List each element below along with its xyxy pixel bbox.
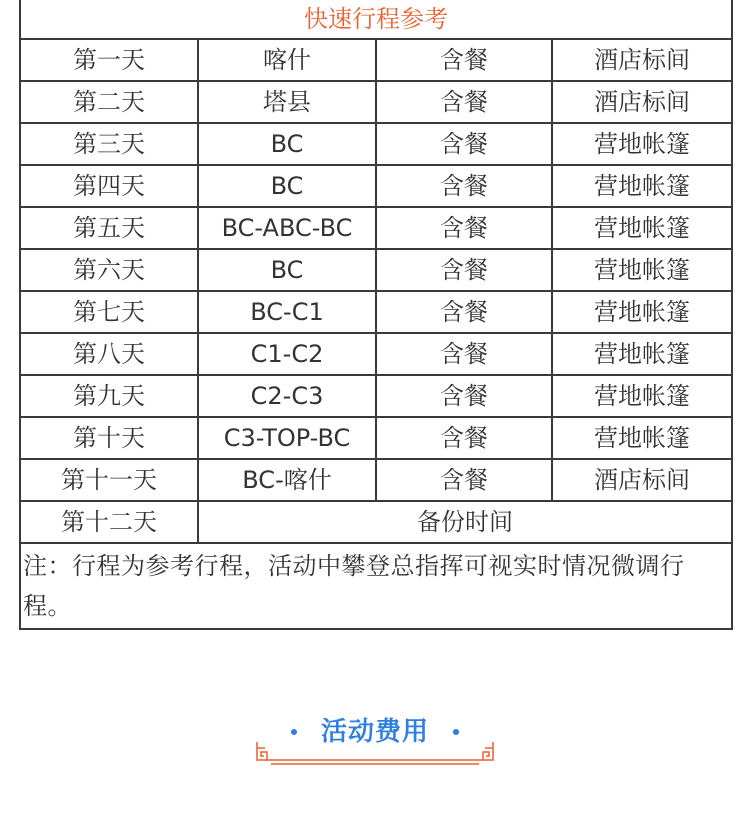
table-row — [20, 39, 732, 81]
table-row — [20, 123, 732, 165]
table-row-backup — [20, 501, 732, 543]
day-cell: 第六天 — [20, 249, 198, 291]
day-cell: 第四天 — [20, 165, 198, 207]
day-cell: 第八天 — [20, 333, 198, 375]
meal-cell: 含餐 — [376, 207, 552, 249]
place-cell: C3-TOP-BC — [198, 417, 376, 459]
lodging-cell: 营地帐篷 — [552, 291, 732, 333]
place-cell: BC-ABC-BC — [198, 207, 376, 249]
meal-cell: 含餐 — [376, 81, 552, 123]
table-row — [20, 81, 732, 123]
day-cell: 第十天 — [20, 417, 198, 459]
meal-cell: 含餐 — [376, 123, 552, 165]
day-cell: 第十一天 — [20, 459, 198, 501]
section-title: 活动费用 — [320, 717, 429, 747]
place-cell: BC-C1 — [198, 291, 376, 333]
footnote: 注：行程为参考行程，活动中攀登总指挥可视实时情况微调行程。 — [20, 543, 732, 629]
place-cell: BC — [198, 123, 376, 165]
place-cell: BC — [198, 249, 376, 291]
lodging-cell: 营地帐篷 — [552, 333, 732, 375]
table-row — [20, 165, 732, 207]
table-row — [20, 207, 732, 249]
place-cell: 塔县 — [198, 81, 376, 123]
lodging-cell: 营地帐篷 — [552, 417, 732, 459]
meal-cell: 含餐 — [376, 333, 552, 375]
meal-cell: 含餐 — [376, 249, 552, 291]
meal-cell: 含餐 — [376, 39, 552, 81]
table-row — [20, 375, 732, 417]
lodging-cell: 酒店标间 — [552, 81, 732, 123]
section-heading — [255, 712, 495, 768]
meal-cell: 含餐 — [376, 417, 552, 459]
ornament-underline-icon — [255, 738, 495, 768]
table-title: 快速行程参考 — [20, 0, 732, 39]
itinerary-table — [19, 0, 733, 630]
meal-cell: 含餐 — [376, 291, 552, 333]
lodging-cell: 营地帐篷 — [552, 123, 732, 165]
backup-note-cell: 备份时间 — [198, 501, 732, 543]
table-title-row — [20, 0, 732, 39]
footnote-row — [20, 543, 732, 629]
meal-cell: 含餐 — [376, 459, 552, 501]
day-cell: 第五天 — [20, 207, 198, 249]
day-cell: 第三天 — [20, 123, 198, 165]
day-cell: 第二天 — [20, 81, 198, 123]
day-cell: 第十二天 — [20, 501, 198, 543]
place-cell: C1-C2 — [198, 333, 376, 375]
table-row — [20, 459, 732, 501]
lodging-cell: 营地帐篷 — [552, 249, 732, 291]
lodging-cell: 营地帐篷 — [552, 207, 732, 249]
lodging-cell: 营地帐篷 — [552, 165, 732, 207]
place-cell: 喀什 — [198, 39, 376, 81]
meal-cell: 含餐 — [376, 165, 552, 207]
place-cell: BC — [198, 165, 376, 207]
lodging-cell: 营地帐篷 — [552, 375, 732, 417]
day-cell: 第七天 — [20, 291, 198, 333]
lodging-cell: 酒店标间 — [552, 459, 732, 501]
day-cell: 第一天 — [20, 39, 198, 81]
table-row — [20, 417, 732, 459]
place-cell: C2-C3 — [198, 375, 376, 417]
lodging-cell: 酒店标间 — [552, 39, 732, 81]
meal-cell: 含餐 — [376, 375, 552, 417]
place-cell: BC-喀什 — [198, 459, 376, 501]
heading-dot-right — [453, 729, 459, 735]
table-row — [20, 249, 732, 291]
day-cell: 第九天 — [20, 375, 198, 417]
table-row — [20, 291, 732, 333]
table-row — [20, 333, 732, 375]
